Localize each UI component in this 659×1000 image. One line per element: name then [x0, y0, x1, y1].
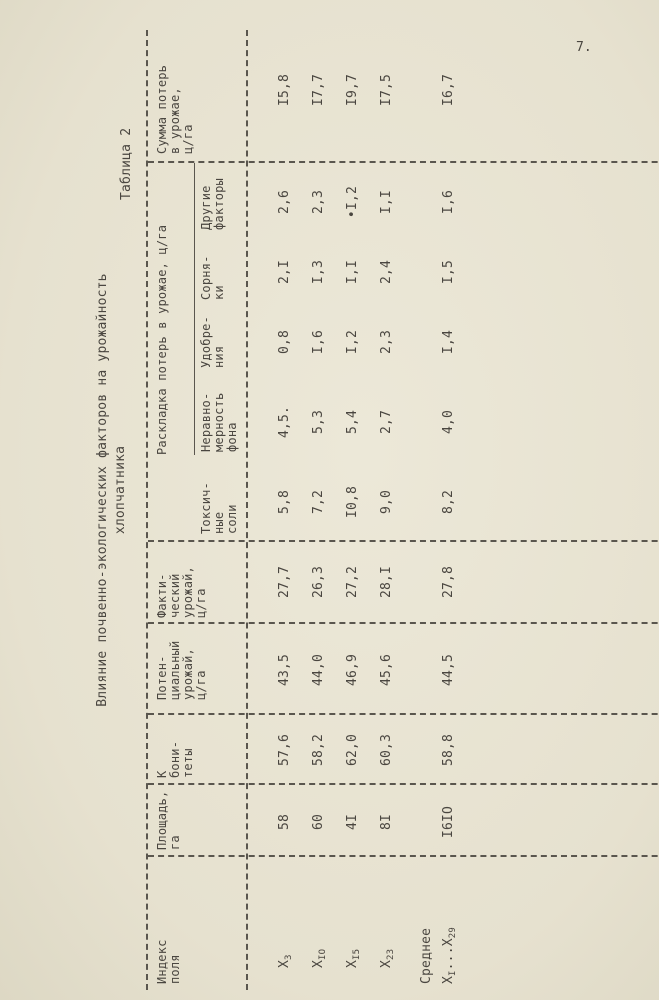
ink-dot: • — [345, 210, 360, 219]
cell-weeds: 2,I — [277, 259, 292, 285]
cell-index: $X_3$ — [277, 954, 294, 968]
cell-other: I,6 — [441, 189, 456, 215]
table-title-line1: Влияние почвенно-экологических факторов на урожайность — [95, 273, 110, 707]
table-title-line2: хлопчатника — [113, 445, 128, 535]
cell-toxic: 8,2 — [441, 489, 456, 515]
header-toxic-salts: Токсич- ные соли — [199, 482, 239, 534]
cell-potential: 43,5 — [277, 653, 292, 687]
header-total-loss: Сумма потерь в урожае, ц/га — [155, 64, 195, 154]
cell-total: I5,8 — [277, 73, 292, 107]
header-k-bonitet: К бони- теты — [155, 740, 195, 778]
cell-index: $X_I...X_{29}$ — [441, 926, 458, 984]
table-label: Таблица 2 — [119, 127, 134, 200]
cell-area: 60 — [311, 813, 326, 831]
cell-toxic: 7,2 — [311, 489, 326, 515]
cell-actual: 27,7 — [277, 565, 292, 599]
cell-fertilizer: 2,3 — [379, 329, 394, 355]
cell-k: 60,3 — [379, 733, 394, 767]
cell-uneven: 4,0 — [441, 409, 456, 435]
cell-fertilizer: I,4 — [441, 329, 456, 355]
cell-uneven: 5,4 — [345, 409, 360, 435]
cell-area: 8I — [379, 813, 394, 831]
cell-k: 57,6 — [277, 733, 292, 767]
col-divider — [148, 540, 659, 542]
cell-index: $X_{23}$ — [379, 948, 396, 968]
header-fertilizer: Удобре- ния — [199, 316, 226, 368]
cell-total: I6,7 — [441, 73, 456, 107]
cell-other: •I,2 — [345, 185, 360, 219]
cell-weeds: 2,4 — [379, 259, 394, 285]
cell-total: I9,7 — [345, 73, 360, 107]
cell-weeds: I,3 — [311, 259, 326, 285]
header-weeds: Сорня- ки — [199, 255, 226, 300]
cell-actual: 27,2 — [345, 565, 360, 599]
col-divider — [148, 161, 659, 163]
rotated-table-block — [8, 20, 648, 990]
cell-other: 2,6 — [277, 189, 292, 215]
cell-actual: 26,3 — [311, 565, 326, 599]
cell-potential: 45,6 — [379, 653, 394, 687]
header-losses-group: Раскладка потерь в урожае, ц/га — [155, 224, 169, 455]
cell-toxic: I0,8 — [345, 485, 360, 519]
cell-k: 58,2 — [311, 733, 326, 767]
header-index: Индекс поля — [155, 939, 182, 984]
header-potential: Потен- циальный урожай, ц/га — [155, 640, 208, 700]
cell-potential: 46,9 — [345, 653, 360, 687]
cell-toxic: 9,0 — [379, 489, 394, 515]
cell-potential: 44,0 — [311, 653, 326, 687]
col-divider — [148, 713, 659, 715]
cell-index: $X_{I5}$ — [345, 948, 362, 968]
cell-potential: 44,5 — [441, 653, 456, 687]
header-uneven-background: Неравно- мерность фона — [199, 392, 239, 452]
cell-uneven: 2,7 — [379, 409, 394, 435]
cell-uneven: 5,3 — [311, 409, 326, 435]
col-divider — [148, 622, 659, 624]
cell-k: 58,8 — [441, 733, 456, 767]
cell-weeds: I,I — [345, 259, 360, 285]
table-top-rule — [146, 30, 148, 990]
header-other-factors: Другие факторы — [199, 178, 226, 230]
losses-group-underline — [194, 163, 195, 455]
cell-index: $X_{IO}$ — [311, 948, 328, 968]
col-divider — [148, 855, 659, 857]
cell-area: I6IO — [441, 805, 456, 839]
cell-fertilizer: I,6 — [311, 329, 326, 355]
header-area: Площадь, га — [155, 790, 182, 850]
cell-k: 62,0 — [345, 733, 360, 767]
cell-other: I,I — [379, 189, 394, 215]
cell-weeds: I,5 — [441, 259, 456, 285]
cell-area: 4I — [345, 813, 360, 831]
page-number: 7. — [576, 40, 592, 55]
cell-area: 58 — [277, 813, 292, 831]
cell-other: 2,3 — [311, 189, 326, 215]
col-divider — [148, 783, 659, 785]
cell-total: I7,5 — [379, 73, 394, 107]
cell-actual: 27,8 — [441, 565, 456, 599]
average-label: Среднее — [419, 927, 434, 984]
cell-uneven: 4,5. — [277, 405, 292, 439]
cell-fertilizer: 0,8 — [277, 329, 292, 355]
cell-fertilizer: I,2 — [345, 329, 360, 355]
header-bottom-rule — [246, 30, 248, 990]
cell-actual: 28,I — [379, 565, 394, 599]
cell-toxic: 5,8 — [277, 489, 292, 515]
cell-total: I7,7 — [311, 73, 326, 107]
header-actual: Факти- ческий урожай, ц/га — [155, 566, 208, 618]
